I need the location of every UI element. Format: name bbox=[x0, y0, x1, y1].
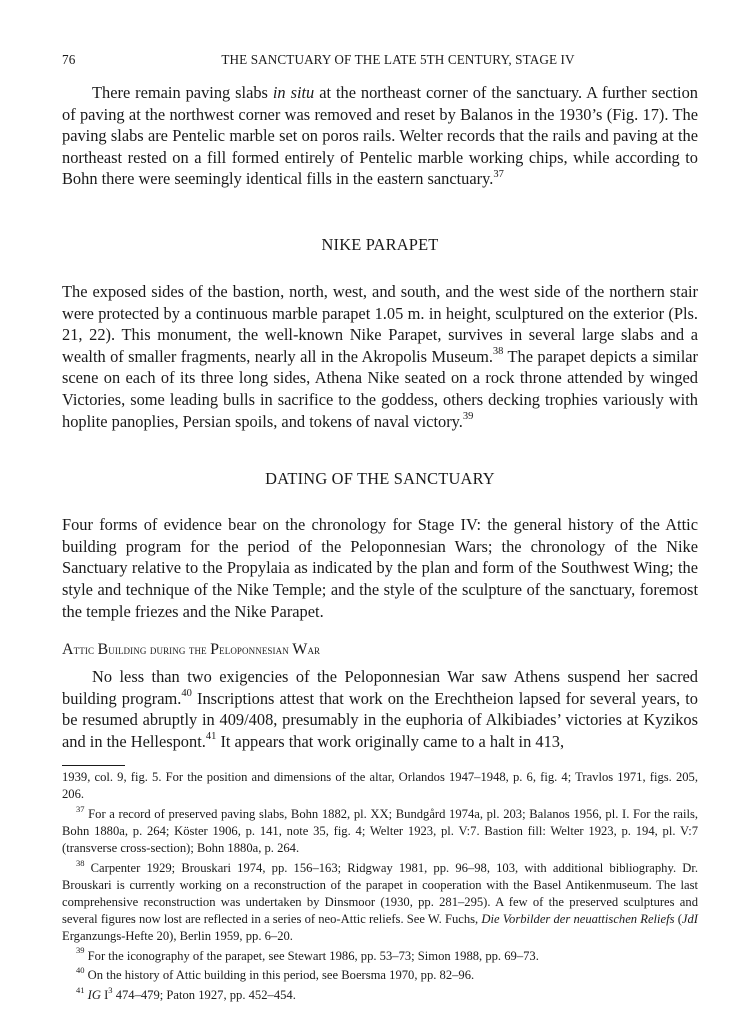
page bbox=[62, 52, 698, 1004]
paragraph-paving: There remain paving slabs in situ at the northeast corner of the sanctuary. A further section of paving at the northwest corner was removed and reset by Balanos in the 1930’s (Fig. 17). The paving slabs are Pentelic marble set on poros rails. Welter records that the rails and paving at the northeast rested on a fill formed entirely of Pentelic marble working chips, while according to Bohn there were seemingly identical fills in the eastern sanctuary.$^{37}$ bbox=[62, 83, 698, 189]
footnote-37: $^{37}$ For a record of preserved paving slabs, Bohn 1882, pl. XX; Bundgård 1974a, pl. 203; Balanos 1956, pl. I. For the rails, Bohn 1880a, p. 264; Köster 1906, p. 141, note 35, fig. 4; Welter 1923, pl. V:7. Bastion fill: Welter 1923, p. 194, pl. V:7 (transverse cross-section); Bohn 1880a, p. 264. bbox=[62, 804, 698, 856]
paragraph-dating: Four forms of evidence bear on the chronology for Stage IV: the general history of the Attic building program for the period of the Peloponnesian Wars; the chronology of the Nike Sanctuary relative to the Propylaia as indicated by the plan and form of the Southwest Wing; the style and technique of the Nike Temple; and the style of the sculpture of the sanctuary, foremost the temple friezes and the Nike Parapet. bbox=[62, 515, 698, 621]
footnote-continuation: 1939, col. 9, fig. 5. For the position and dimensions of the altar, Orlandos 1947–1948, p. 6, fig. 4; Travlos 1971, figs. 205, 206. bbox=[62, 770, 698, 802]
footnote-ref-39[interactable]: 39 bbox=[462, 411, 474, 423]
footnote-ref-37[interactable]: 37 bbox=[493, 168, 504, 180]
footnote-rule bbox=[62, 765, 125, 766]
footnote-41: $^{41}$ IG $I^3$ 474–479; Paton 1927, pp. 452–454. bbox=[76, 985, 296, 1003]
paragraph-parapet: The exposed sides of the bastion, north, west, and south, and the west side of the northern stair were protected by a continuous marble parapet 1.05 m. in height, sculptured on the exterior (Pls. 21, 22). This monument, the well-known Nike Parapet, survives in several large slabs and a wealth of smaller fragments, nearly all in the Akropolis Museum.$^{38}$ The parapet depicts a similar scene on each of its three long sides, Athena Nike seated on a rock throne attended by winged Victories, some leading bulls in sacrifice to the goddess, others decking trophies variously with hoplite panoplies, Persian spoils, and tokens of naval victory.$^{39}$ bbox=[62, 281, 698, 431]
footnote-ref-38[interactable]: 38 bbox=[492, 346, 504, 358]
footnote-ref-40[interactable]: 40 bbox=[181, 688, 192, 700]
footnote-ref-41[interactable]: 41 bbox=[205, 731, 217, 743]
section-heading-dating: DATING OF THE SANCTUARY bbox=[265, 469, 495, 489]
running-title: THE SANCTUARY OF THE LATE 5TH CENTURY, STAGE IV bbox=[221, 52, 575, 67]
running-head bbox=[62, 52, 698, 74]
page-number: 76 bbox=[62, 52, 76, 67]
subsection-heading-attic-building: Attic Building during the Peloponnesian War bbox=[62, 641, 321, 659]
footnotes bbox=[62, 769, 698, 1004]
paragraph-attic-building: No less than two exigencies of the Peloponnesian War saw Athens suspend her sacred building program.$^{40}$ Inscriptions attest that work on the Erechtheion lapsed for several years, to be resumed abruptly in 409/408, presumably in the euphoria of Alkibiades’ victories at Kyzikos and in the Hellespont.$^{41}$ It appears that work originally came to a halt in 413, bbox=[62, 667, 698, 751]
section-heading-nike-parapet: NIKE PARAPET bbox=[321, 234, 439, 254]
footnote-40: $^{40}$ On the history of Attic building in this period, see Boersma 1970, pp. 82–96. bbox=[76, 965, 475, 983]
footnote-38: $^{38}$ Carpenter 1929; Brouskari 1974, pp. 156–163; Ridgway 1981, pp. 96–98, 103, with additional bibliography. Dr. Brouskari is currently working on a reconstruction of the parapet in cooperation with the Basel Antikenmuseum. The last comprehensive reconstruction was undertaken by Dinsmoor (1930, pp. 281–295). A few of the preserved sculptures and several figures now lost are reflected in a series of neo-Attic reliefs. See W. Fuchs, Die Vorbilder der neuattischen Reliefs (JdI Erganzungs-Hefte 20), Berlin 1959, pp. 6–20. bbox=[62, 857, 699, 943]
footnote-39: $^{39}$ For the iconography of the parapet, see Stewart 1986, pp. 53–73; Simon 1988, pp. 69–73. bbox=[76, 945, 539, 963]
